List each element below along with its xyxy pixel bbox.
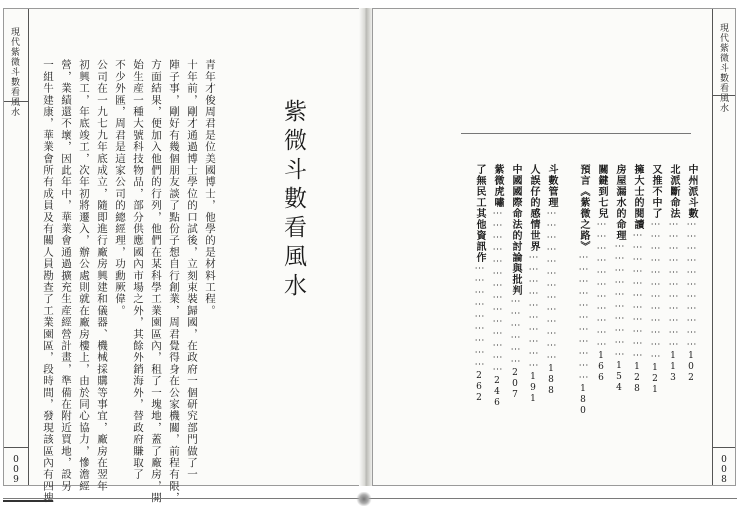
body-line: 一組牛建康，華業會所有成員及有關人員勘查了工業園區，段時間，發現該區內有四塊 [42,59,55,504]
toc-entry[interactable] [544,164,559,397]
toc-entry-title: 又推不中了 [650,164,661,219]
chapter-title: 紫微斗數看風水 [280,99,306,302]
body-line: 始生産一種大號科技物品，部分供應國內市場之外，其餘外銷海外，替政府賺取了 [132,59,145,481]
body-line: 不少外匯，周君是這家公司的總經理，功勳厥偉。 [114,59,127,317]
toc-entry-page: 207 [510,368,520,401]
toc-entry-title: 房屋漏水的命理 [614,164,625,241]
toc-entry-title: 斗數管理 [546,164,557,208]
toc-entry[interactable] [576,164,591,417]
toc-entry[interactable] [526,164,541,405]
toc-leader-dots: ⋯⋯⋯⋯⋯⋯⋯⋯⋯ [474,263,485,371]
toc-entry[interactable] [684,164,699,384]
left-page-number: 009 [11,455,21,485]
toc-entry-title: 中州派斗數 [686,164,697,219]
toc-entry-page: 113 [668,351,678,384]
toc-entry-page: 154 [614,361,624,394]
body-line: 初興工，年底竣工，次年初將遷入，辦公處則就在廠房樓上，由於同心協力，慘澹經 [78,59,91,492]
toc-entry[interactable] [508,164,523,401]
body-line: 公司在一九七九年底成立，隨即進行廠房興建和儀器、機械採購等事宜，廠房在翌年 [96,59,109,492]
left-header-divider [4,101,28,102]
toc-entry-title: 了無民工其他資訊作 [474,164,485,263]
right-page-number: 008 [719,455,729,485]
toc-leader-dots: ⋯⋯⋯⋯⋯⋯⋯⋯⋯⋯ [528,252,539,372]
toc-leader-dots: ⋯⋯⋯⋯⋯⋯⋯⋯⋯⋯⋯ [686,219,697,351]
toc-entry[interactable] [472,164,487,404]
toc-leader-dots: ⋯⋯⋯⋯⋯⋯⋯⋯⋯⋯⋯⋯⋯ [546,208,557,364]
toc-entry-page: 180 [578,384,588,417]
toc-entry-title: 紫微虎嘯 [492,164,503,208]
toc-entry-page: 102 [686,351,696,384]
right-page [372,8,736,486]
toc-entry[interactable] [666,164,681,384]
toc-leader-dots: ⋯⋯⋯⋯⋯⋯⋯⋯⋯⋯ [614,241,625,361]
body-line: 營，業績還不壞，因此年中，華業會通過擴充生産經營計畫，準備在附近買地，設另 [60,59,73,492]
toc-entry-page: 188 [546,364,556,397]
toc-entry-page: 121 [650,363,660,396]
toc-leader-dots: ⋯⋯⋯⋯⋯⋯⋯⋯⋯⋯⋯ [578,252,589,384]
toc-entry-page: 262 [474,371,484,404]
toc-entry[interactable] [594,164,609,384]
toc-entry[interactable] [648,164,663,396]
toc-entry-title: 預言《紫微之路》 [578,164,589,252]
toc-leader-dots: ⋯⋯⋯⋯⋯⋯⋯⋯⋯⋯⋯⋯ [650,219,661,363]
body-line: 方面結果，便加入他們的行列，他們在某科學工業園區內，租了一塊地，蓋了廠房，開 [150,59,163,504]
toc-entry-title: 人誤仔的感情世界 [528,164,539,252]
toc-entry-title: 北派斷命法 [668,164,679,219]
scan-smudge [356,492,372,506]
toc-entry-page: 191 [528,372,538,405]
toc-entry-page: 128 [632,362,642,395]
body-line: 陣子事，剛好有幾個朋友談了點份子想自行創業，周君覺得身在公家機關，前程有限， [168,59,181,504]
toc-entry-page: 166 [596,351,606,384]
body-line: 青年才俊周君是位美國博士，他學的是材料工程。 [204,59,217,317]
toc-leader-dots: ⋯⋯⋯⋯⋯⋯⋯⋯⋯⋯⋯ [596,219,607,351]
toc-entry[interactable] [630,164,645,395]
toc-leader-dots: ⋯⋯⋯⋯⋯⋯⋯⋯⋯⋯⋯ [632,230,643,362]
toc-entry-page: 246 [492,376,502,409]
left-running-header: 現代紫微斗數看風水 [9,27,19,117]
toc-leader-dots: ⋯⋯⋯⋯⋯⋯ [510,296,521,368]
left-page [3,8,361,504]
right-header-divider [713,95,735,96]
book-spine [359,8,372,486]
toc-top-rule [461,133,691,134]
toc-entry[interactable] [612,164,627,394]
toc-entry-title: 擁大士的閱讀 [632,164,643,230]
body-line: 十年前，剛才通過博士學位的口試後，立刻束裝歸國，在政府一個研究部門做了一 [186,59,199,481]
toc-entry-title: 關鍵到七兒 [596,164,607,219]
scan-bottom-mark [3,500,53,502]
toc-leader-dots: ⋯⋯⋯⋯⋯⋯⋯⋯⋯⋯⋯⋯⋯⋯ [492,208,503,376]
right-running-header: 現代紫微斗數看風水 [718,23,728,113]
toc-entry[interactable] [490,164,505,409]
toc-entry-title: 中國國際命法的討論與批判 [510,164,521,296]
toc-leader-dots: ⋯⋯⋯⋯⋯⋯⋯⋯⋯⋯⋯ [668,219,679,351]
